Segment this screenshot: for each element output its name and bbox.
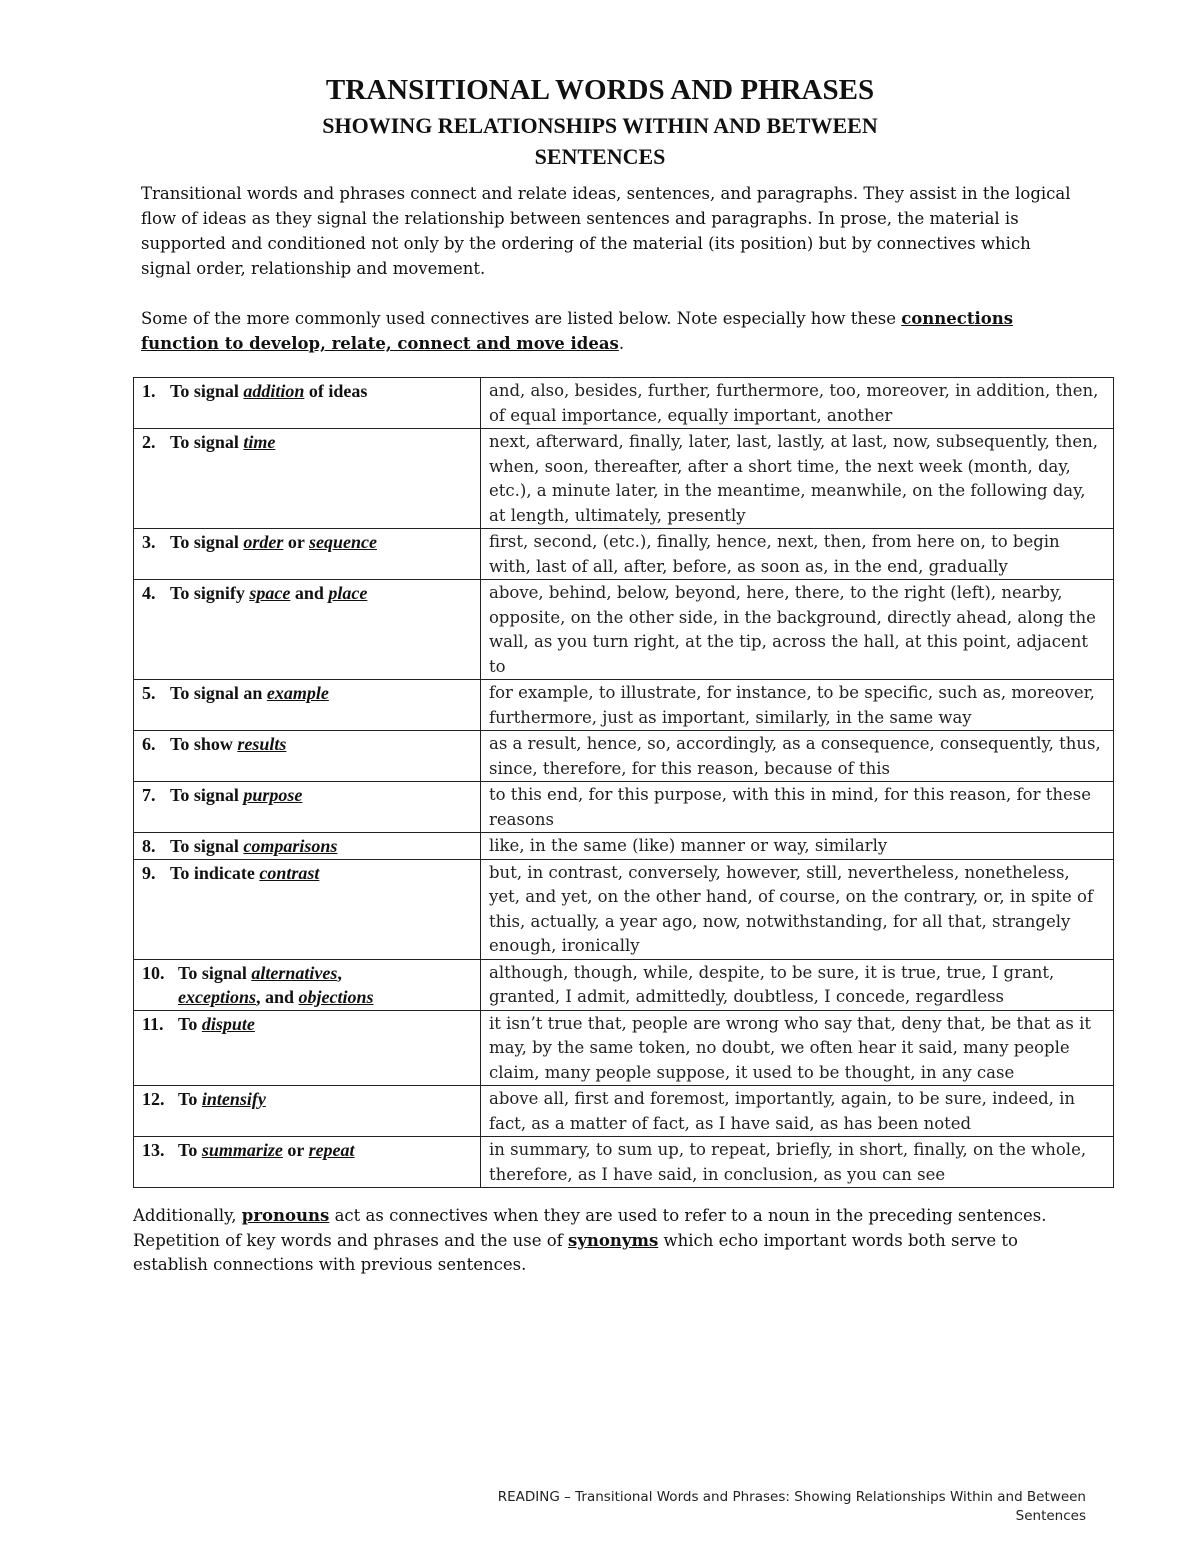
category-label [142, 381, 367, 401]
pronouns-term: pronouns [241, 1206, 330, 1225]
category-label [142, 583, 367, 603]
connectives-cell: it isn’t true that, people are wrong who say that, deny that, be that as it may, by the same token, no doubt, we often hear it said, many people claim, many people suppose, it used to be thought, in any case [481, 1010, 1114, 1086]
table-row [134, 378, 1114, 429]
category-cell [134, 782, 481, 833]
category-keyword: intensify [201, 1089, 266, 1109]
category-cell [134, 833, 481, 860]
category-keyword: dispute [201, 1013, 255, 1034]
page-title: TRANSITIONAL WORDS AND PHRASES [325, 74, 875, 106]
footer-line-1: READING – Transitional Words and Phrases: Showing Relationships Within and Between [497, 1489, 1086, 1505]
category-prefix: To signify [170, 583, 250, 603]
category-keyword-2: sequence [309, 532, 378, 552]
category-keyword: purpose [243, 785, 303, 805]
table-row [134, 1086, 1114, 1137]
category-prefix: To signal an [170, 683, 267, 703]
category-keyword-2: repeat [308, 1140, 355, 1160]
category-keyword: contrast [259, 862, 320, 883]
category-label [142, 532, 377, 552]
category-label [142, 1140, 355, 1160]
row-number: 5. [142, 683, 156, 703]
table-row [134, 859, 1114, 959]
category-joiner: and [290, 583, 329, 603]
row-number: 2. [142, 432, 156, 452]
category-prefix: To show [170, 734, 238, 754]
category-label [142, 1014, 255, 1034]
closing-text-a: Additionally, [133, 1206, 242, 1225]
category-label [142, 1089, 266, 1109]
category-cell [134, 680, 481, 731]
row-number: 9. [142, 862, 156, 883]
table-row [134, 1137, 1114, 1188]
category-prefix: To signal [170, 432, 244, 452]
intro-paragraph: Transitional words and phrases connect and relate ideas, sentences, and paragraphs. They assist in the logical flow of ideas as they signal the relationship between sentences and paragraphs. In prose, the material is supported and conditioned not only by the ordering of the material (its position) but by connectives which signal order, relationship and movement. [141, 184, 1071, 278]
category-prefix: To signal [170, 785, 244, 805]
connectives-table [133, 377, 1114, 1188]
category-keyword: example [266, 683, 329, 703]
row-number: 4. [142, 583, 156, 603]
table-row [134, 782, 1114, 833]
category-keyword-2: place [328, 583, 368, 603]
category-keyword-4: objections [298, 987, 374, 1007]
closing-paragraph [133, 1204, 1093, 1278]
category-label-line-2 [142, 985, 472, 1010]
category-keyword: order [243, 532, 284, 552]
closing-text-e: which echo important words both serve to establish connections with previous sentences. [133, 1230, 1018, 1274]
category-prefix: To indicate [170, 862, 260, 883]
connectives-cell: in summary, to sum up, to repeat, briefly, in short, finally, on the whole, therefore, as I have said, in conclusion, as you can see [481, 1137, 1114, 1188]
table-row [134, 529, 1114, 580]
category-label [142, 836, 337, 856]
category-cell [134, 580, 481, 680]
row-number: 8. [142, 836, 156, 856]
connectives-cell: first, second, (etc.), finally, hence, next, then, from here on, to begin with, last of all, after, before, as soon as, in the end, gradually [481, 529, 1114, 580]
category-keyword: addition [243, 381, 305, 401]
table-row [134, 1010, 1114, 1086]
category-prefix: To signal [170, 381, 244, 401]
row-number: 3. [142, 532, 156, 552]
connectives-cell: to this end, for this purpose, with this in mind, for this reason, for these reasons [481, 782, 1114, 833]
note-emphasis: connections function to develop, relate, connect and move ideas [141, 309, 1014, 353]
category-cell [134, 1086, 481, 1137]
category-suffix: , [337, 962, 342, 983]
category-cell [134, 529, 481, 580]
category-keyword: alternatives [251, 962, 338, 983]
category-keyword: results [237, 734, 287, 754]
row-number: 10. [142, 962, 165, 983]
connectives-cell: above all, first and foremost, importantly, again, to be sure, indeed, in fact, as a matter of fact, as I have said, as has been noted [481, 1086, 1114, 1137]
connectives-cell: for example, to illustrate, for instance, to be specific, such as, moreover, furthermore, just as important, similarly, in the same way [481, 680, 1114, 731]
category-label [142, 734, 286, 754]
table-row [134, 580, 1114, 680]
category-prefix: To signal [178, 962, 252, 983]
note-paragraph [141, 306, 1081, 356]
table-row [134, 731, 1114, 782]
connectives-cell: as a result, hence, so, accordingly, as a consequence, consequently, thus, since, therefore, for this reason, because of this [481, 731, 1114, 782]
category-keyword: time [243, 432, 276, 452]
table-row [134, 680, 1114, 731]
row-number: 6. [142, 734, 156, 754]
table-row [134, 429, 1114, 529]
category-keyword: comparisons [243, 836, 338, 856]
category-cell [134, 429, 481, 529]
row-number: 1. [142, 381, 156, 401]
connectives-cell: and, also, besides, further, furthermore, too, moreover, in addition, then, of equal importance, equally important, another [481, 378, 1114, 429]
category-prefix: To [178, 1089, 202, 1109]
footer-line-2: Sentences [1015, 1508, 1086, 1524]
category-prefix: To signal [170, 532, 244, 552]
connectives-cell: above, behind, below, beyond, here, there, to the right (left), nearby, opposite, on the other side, in the background, directly ahead, along the wall, as you turn right, at the tip, across the hall, at this point, adjacent to [481, 580, 1114, 680]
category-joiner: or [282, 1140, 309, 1160]
connectives-cell: like, in the same (like) manner or way, similarly [481, 833, 1114, 860]
subtitle-line-1: SHOWING RELATIONSHIPS WITHIN AND BETWEEN [322, 113, 878, 138]
category-label [142, 683, 329, 703]
category-prefix: To [178, 1140, 202, 1160]
category-cell [134, 1137, 481, 1188]
row-number: 13. [142, 1140, 165, 1160]
category-cell [134, 1010, 481, 1086]
category-joiner-2: , and [256, 987, 299, 1007]
synonyms-term: synonyms [568, 1230, 659, 1250]
category-cell [134, 859, 481, 959]
category-prefix: To [178, 1013, 202, 1034]
table-row [134, 833, 1114, 860]
connectives-cell: but, in contrast, conversely, however, still, nevertheless, nonetheless, yet, and yet, on the other hand, of course, on the contrary, or, in spite of this, actually, a year ago, now, notwithstanding, for all that, strangely enough, ironically [481, 859, 1114, 959]
category-cell [134, 378, 481, 429]
connectives-cell: next, afterward, finally, later, last, lastly, at last, now, subsequently, then, when, soon, thereafter, after a short time, the next week (month, day, etc.), a minute later, in the meantime, meanwhile, on the following day, at length, ultimately, presently [481, 429, 1114, 529]
category-label [142, 432, 275, 452]
category-keyword: space [249, 583, 291, 603]
category-keyword-3: exceptions [178, 987, 256, 1007]
subtitle-line-2: SENTENCES [534, 144, 666, 169]
category-cell [134, 959, 481, 1010]
category-keyword: summarize [201, 1140, 283, 1160]
closing-text-c: act as connectives when they are used to refer to a noun in the preceding sentences. Repetition of key words and phrases and the use of [133, 1206, 1047, 1250]
category-prefix: To signal [170, 836, 244, 856]
category-label [142, 785, 302, 805]
row-number: 11. [142, 1013, 164, 1034]
note-end: . [618, 334, 625, 353]
category-suffix: of ideas [304, 381, 368, 401]
row-number: 7. [142, 785, 156, 805]
category-joiner: or [283, 532, 310, 552]
row-number: 12. [142, 1089, 165, 1109]
table-row [134, 959, 1114, 1010]
category-label [142, 863, 319, 883]
category-cell [134, 731, 481, 782]
category-label [142, 963, 342, 983]
connectives-cell: although, though, while, despite, to be sure, it is true, true, I grant, granted, I admit, admittedly, doubtless, I concede, regardless [481, 959, 1114, 1010]
page-footer [498, 1488, 1086, 1526]
note-text: Some of the more commonly used connectives are listed below. Note especially how these [141, 309, 902, 328]
